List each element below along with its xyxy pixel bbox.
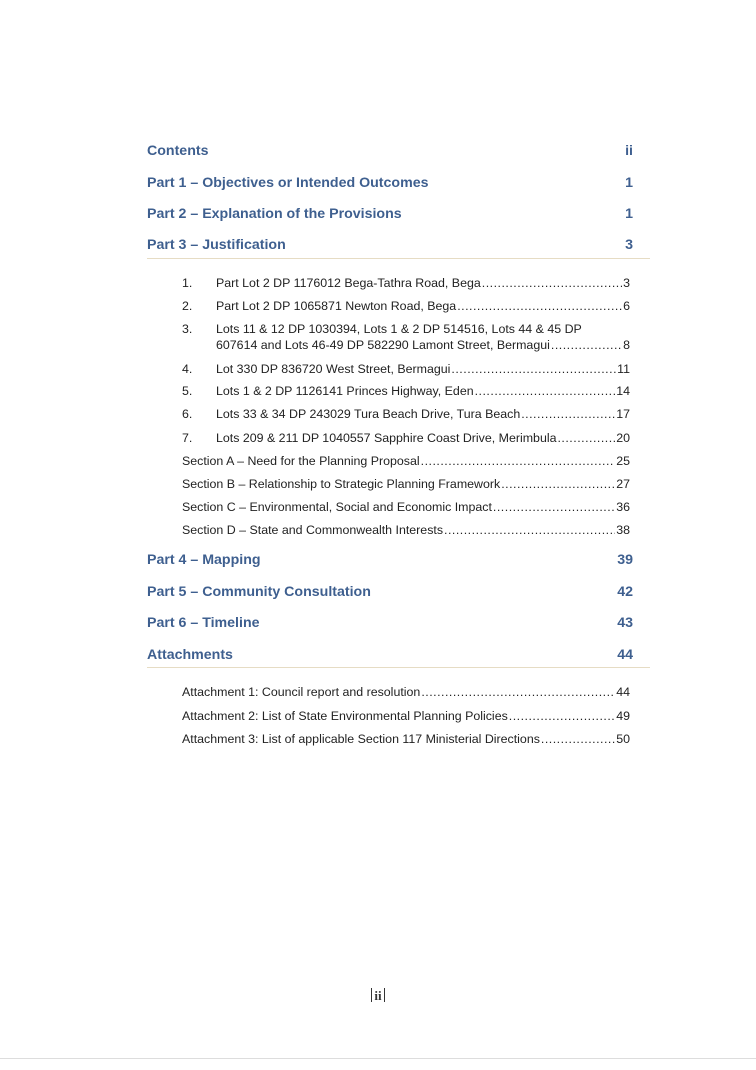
section-label: Section D – State and Commonwealth Interests — [182, 523, 444, 537]
heading-label: Part 5 – Community Consultation — [147, 584, 371, 600]
section-page: 27 — [616, 477, 630, 491]
leader-dots — [557, 430, 615, 446]
item-label-line1: Lots 11 & 12 DP 1030394, Lots 1 & 2 DP 514516, Lots 44 & 45 DP — [216, 322, 582, 336]
heading-label: Contents — [147, 143, 209, 159]
heading-page: 39 — [617, 552, 633, 568]
leader-dots — [551, 337, 622, 353]
item-label: Part Lot 2 DP 1065871 Newton Road, Bega — [216, 299, 457, 313]
leader-dots — [444, 522, 615, 538]
leader-dots — [457, 298, 622, 314]
item-label: Lots 33 & 34 DP 243029 Tura Beach Drive, Tura Beach — [216, 407, 521, 421]
item-page: 3 — [623, 276, 630, 290]
section-label: Section C – Environmental, Social and Economic Impact — [182, 500, 492, 514]
toc-attachment[interactable] — [182, 708, 630, 724]
item-label: Lots 1 & 2 DP 1126141 Princes Highway, Eden — [216, 384, 474, 398]
toc-heading-part2[interactable] — [147, 205, 633, 223]
toc-item[interactable] — [182, 430, 630, 446]
leader-dots — [509, 708, 615, 724]
heading-page: 3 — [625, 237, 633, 253]
section-page: 25 — [616, 454, 630, 468]
toc-section[interactable] — [182, 453, 630, 469]
attachment-label: Attachment 1: Council report and resolution — [182, 685, 421, 699]
toc-section[interactable] — [182, 499, 630, 515]
item-number: 4. — [182, 362, 193, 376]
item-page: 17 — [616, 407, 630, 421]
item-page: 6 — [623, 299, 630, 313]
item-page: 8 — [623, 338, 630, 352]
heading-page: 44 — [617, 647, 633, 663]
heading-page: 42 — [617, 584, 633, 600]
toc-heading-part5[interactable] — [147, 583, 633, 601]
toc-heading-attachments[interactable] — [147, 646, 633, 664]
leader-dots — [501, 476, 615, 492]
toc-item[interactable] — [182, 321, 630, 353]
leader-dots — [421, 684, 615, 700]
heading-label: Part 2 – Explanation of the Provisions — [147, 206, 402, 222]
item-page: 14 — [616, 384, 630, 398]
toc-item[interactable] — [182, 298, 630, 314]
heading-label: Part 3 – Justification — [147, 237, 286, 253]
toc-item[interactable] — [182, 361, 630, 377]
page-number: ii — [374, 988, 382, 1003]
toc-section[interactable] — [182, 522, 630, 538]
heading-label: Part 4 – Mapping — [147, 552, 261, 568]
heading-page: ii — [625, 143, 633, 159]
item-page: 20 — [616, 431, 630, 445]
item-number: 5. — [182, 384, 193, 398]
toc-item[interactable] — [182, 275, 630, 291]
leader-dots — [482, 275, 622, 291]
toc-attachment[interactable] — [182, 684, 630, 700]
leader-dots — [541, 731, 615, 747]
heading-rule — [147, 258, 650, 259]
item-label: Lots 209 & 211 DP 1040557 Sapphire Coast Drive, Merimbula — [216, 431, 557, 445]
heading-page: 1 — [625, 175, 633, 191]
item-label: 607614 and Lots 46-49 DP 582290 Lamont Street, Bermagui — [216, 338, 550, 352]
toc-heading-part3[interactable] — [147, 236, 633, 254]
toc-item[interactable] — [182, 383, 630, 399]
toc-heading-part6[interactable] — [147, 614, 633, 632]
section-page: 38 — [616, 523, 630, 537]
item-label: Lot 330 DP 836720 West Street, Bermagui — [216, 362, 451, 376]
item-number: 7. — [182, 431, 193, 445]
toc-heading-contents[interactable] — [147, 142, 633, 160]
item-number: 3. — [182, 322, 193, 336]
item-number: 6. — [182, 407, 193, 421]
item-number: 2. — [182, 299, 193, 313]
toc-heading-part4[interactable] — [147, 551, 633, 569]
leader-dots — [451, 361, 616, 377]
heading-rule — [147, 667, 650, 668]
attachment-page: 49 — [616, 709, 630, 723]
toc-item[interactable] — [182, 406, 630, 422]
scan-edge-line — [0, 1058, 756, 1059]
section-label: Section A – Need for the Planning Proposal — [182, 454, 420, 468]
heading-page: 1 — [625, 206, 633, 222]
leader-dots — [475, 383, 616, 399]
toc-heading-part1[interactable] — [147, 174, 633, 192]
footer-bar-left — [371, 988, 372, 1002]
section-label: Section B – Relationship to Strategic Planning Framework — [182, 477, 501, 491]
toc-attachment[interactable] — [182, 731, 630, 747]
item-page: 11 — [617, 362, 630, 376]
heading-label: Part 1 – Objectives or Intended Outcomes — [147, 175, 429, 191]
item-number: 1. — [182, 276, 193, 290]
toc-section[interactable] — [182, 476, 630, 492]
page-number-footer — [0, 988, 756, 1004]
heading-label: Attachments — [147, 647, 233, 663]
leader-dots — [421, 453, 616, 469]
leader-dots — [521, 406, 615, 422]
heading-page: 43 — [617, 615, 633, 631]
leader-dots — [493, 499, 615, 515]
attachment-page: 44 — [616, 685, 630, 699]
heading-label: Part 6 – Timeline — [147, 615, 260, 631]
section-page: 36 — [616, 500, 630, 514]
footer-bar-right — [384, 988, 385, 1002]
item-label: Part Lot 2 DP 1176012 Bega-Tathra Road, Bega — [216, 276, 481, 290]
attachment-page: 50 — [616, 732, 630, 746]
attachment-label: Attachment 2: List of State Environmental Planning Policies — [182, 709, 508, 723]
attachment-label: Attachment 3: List of applicable Section 117 Ministerial Directions — [182, 732, 540, 746]
